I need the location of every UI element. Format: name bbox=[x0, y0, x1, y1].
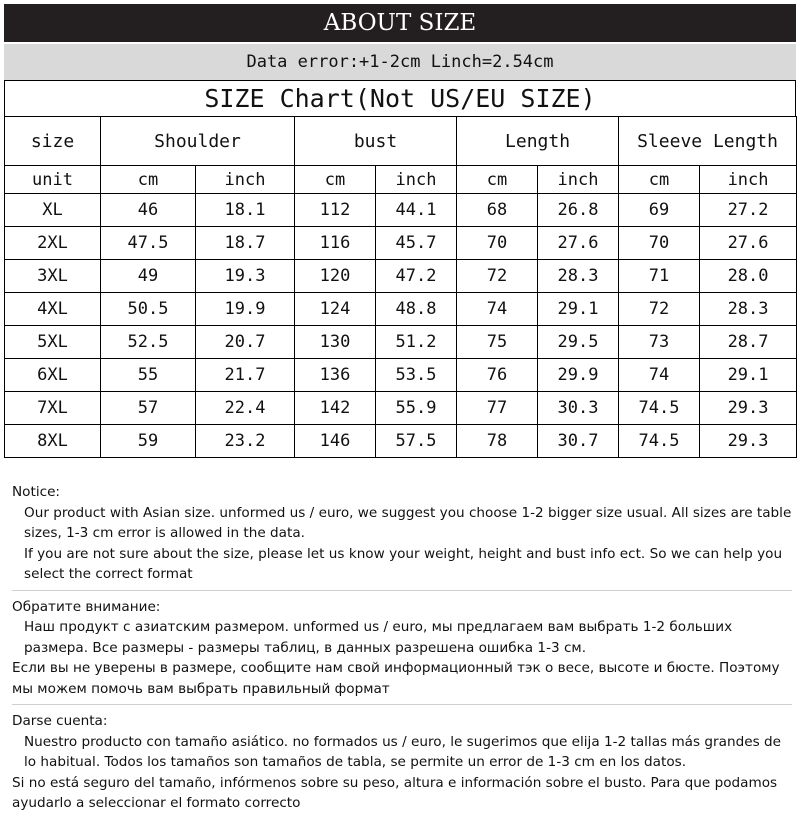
notice-text-es: Si no está seguro del tamaño, infórmenos sobre su peso, altura e información sobre el busto. Para que podamos ayudarlo a seleccionar el formato correcto bbox=[12, 774, 778, 811]
size-chart-title: SIZE Chart(Not US/EU SIZE) bbox=[4, 80, 796, 117]
value-cell: 30.3 bbox=[538, 392, 619, 425]
header-shoulder: Shoulder bbox=[101, 117, 295, 166]
value-cell: 55.9 bbox=[376, 392, 457, 425]
value-cell: 57.5 bbox=[376, 425, 457, 458]
value-cell: 18.7 bbox=[196, 227, 295, 260]
value-cell: 22.4 bbox=[196, 392, 295, 425]
value-cell: 146 bbox=[295, 425, 376, 458]
size-chart-table bbox=[4, 116, 797, 458]
table-body bbox=[5, 194, 797, 458]
unit-cm: cm bbox=[295, 166, 376, 194]
unit-inch: inch bbox=[538, 166, 619, 194]
unit-inch: inch bbox=[376, 166, 457, 194]
value-cell: 116 bbox=[295, 227, 376, 260]
value-cell: 29.3 bbox=[700, 392, 797, 425]
table-row bbox=[5, 260, 797, 293]
header-length: Length bbox=[457, 117, 619, 166]
table-row bbox=[5, 194, 797, 227]
value-cell: 52.5 bbox=[101, 326, 196, 359]
value-cell: 77 bbox=[457, 392, 538, 425]
notice-heading-en: Notice: bbox=[12, 484, 61, 500]
value-cell: 130 bbox=[295, 326, 376, 359]
table-row bbox=[5, 293, 797, 326]
value-cell: 47.2 bbox=[376, 260, 457, 293]
table-header-row bbox=[5, 117, 797, 166]
value-cell: 53.5 bbox=[376, 359, 457, 392]
size-cell: 7XL bbox=[5, 392, 101, 425]
notice-section bbox=[12, 482, 792, 814]
value-cell: 29.3 bbox=[700, 425, 797, 458]
value-cell: 74 bbox=[619, 359, 700, 392]
value-cell: 78 bbox=[457, 425, 538, 458]
value-cell: 30.7 bbox=[538, 425, 619, 458]
value-cell: 21.7 bbox=[196, 359, 295, 392]
value-cell: 29.9 bbox=[538, 359, 619, 392]
value-cell: 136 bbox=[295, 359, 376, 392]
size-cell: 5XL bbox=[5, 326, 101, 359]
value-cell: 49 bbox=[101, 260, 196, 293]
value-cell: 55 bbox=[101, 359, 196, 392]
value-cell: 59 bbox=[101, 425, 196, 458]
table-row bbox=[5, 326, 797, 359]
value-cell: 45.7 bbox=[376, 227, 457, 260]
value-cell: 23.2 bbox=[196, 425, 295, 458]
value-cell: 29.5 bbox=[538, 326, 619, 359]
value-cell: 112 bbox=[295, 194, 376, 227]
table-row bbox=[5, 359, 797, 392]
value-cell: 44.1 bbox=[376, 194, 457, 227]
unit-cm: cm bbox=[619, 166, 700, 194]
size-cell: 2XL bbox=[5, 227, 101, 260]
value-cell: 29.1 bbox=[700, 359, 797, 392]
value-cell: 27.2 bbox=[700, 194, 797, 227]
value-cell: 74 bbox=[457, 293, 538, 326]
value-cell: 57 bbox=[101, 392, 196, 425]
value-cell: 69 bbox=[619, 194, 700, 227]
header-sleeve-length: Sleeve Length bbox=[619, 117, 797, 166]
value-cell: 19.9 bbox=[196, 293, 295, 326]
notice-text-es: Nuestro producto con tamaño asiático. no formados us / euro, le sugerimos que elija 1-2 tallas más grandes de lo habitual. Todos los tamaños son tamaños de tabla, se permite un error de 1-3 cm en los datos. bbox=[24, 733, 781, 770]
value-cell: 71 bbox=[619, 260, 700, 293]
value-cell: 124 bbox=[295, 293, 376, 326]
divider bbox=[12, 704, 792, 705]
value-cell: 20.7 bbox=[196, 326, 295, 359]
unit-inch: inch bbox=[196, 166, 295, 194]
notice-text-ru: Наш продукт с азиатским размером. unformed us / euro, мы предлагаем вам выбрать 1-2 больших размера. Все размеры - размеры таблиц, в данных разрешена ошибка 1-3 см. bbox=[24, 619, 733, 656]
value-cell: 28.3 bbox=[700, 293, 797, 326]
value-cell: 76 bbox=[457, 359, 538, 392]
value-cell: 51.2 bbox=[376, 326, 457, 359]
notice-text-ru: Если вы не уверены в размере, сообщите нам свой информационный тэк о весе, высоте и бюсте. Поэтому мы можем помочь вам выбрать правильный формат bbox=[12, 660, 780, 697]
value-cell: 29.1 bbox=[538, 293, 619, 326]
value-cell: 68 bbox=[457, 194, 538, 227]
value-cell: 26.8 bbox=[538, 194, 619, 227]
value-cell: 74.5 bbox=[619, 425, 700, 458]
value-cell: 74.5 bbox=[619, 392, 700, 425]
notice-heading-es: Darse cuenta: bbox=[12, 713, 108, 729]
value-cell: 27.6 bbox=[700, 227, 797, 260]
size-cell: 4XL bbox=[5, 293, 101, 326]
data-error-note: Data error:+1-2cm Linch=2.54cm bbox=[4, 44, 796, 80]
divider bbox=[12, 590, 792, 591]
value-cell: 72 bbox=[457, 260, 538, 293]
notice-text-en: If you are not sure about the size, please let us know your weight, height and bust info ect. So we can help you select the correct format bbox=[24, 545, 783, 582]
size-cell: 8XL bbox=[5, 425, 101, 458]
notice-text-en: Our product with Asian size. unformed us / euro, we suggest you choose 1-2 bigger size usual. All sizes are table sizes, 1-3 cm error is allowed in the data. bbox=[24, 504, 792, 541]
unit-cm: cm bbox=[457, 166, 538, 194]
value-cell: 47.5 bbox=[101, 227, 196, 260]
value-cell: 72 bbox=[619, 293, 700, 326]
value-cell: 28.0 bbox=[700, 260, 797, 293]
table-row bbox=[5, 392, 797, 425]
value-cell: 19.3 bbox=[196, 260, 295, 293]
value-cell: 27.6 bbox=[538, 227, 619, 260]
value-cell: 75 bbox=[457, 326, 538, 359]
value-cell: 50.5 bbox=[101, 293, 196, 326]
value-cell: 120 bbox=[295, 260, 376, 293]
value-cell: 48.8 bbox=[376, 293, 457, 326]
value-cell: 70 bbox=[457, 227, 538, 260]
value-cell: 73 bbox=[619, 326, 700, 359]
about-size-banner: ABOUT SIZE bbox=[4, 4, 796, 42]
header-bust: bust bbox=[295, 117, 457, 166]
value-cell: 70 bbox=[619, 227, 700, 260]
value-cell: 28.7 bbox=[700, 326, 797, 359]
value-cell: 18.1 bbox=[196, 194, 295, 227]
table-row bbox=[5, 425, 797, 458]
header-size: size bbox=[5, 117, 101, 166]
unit-inch: inch bbox=[700, 166, 797, 194]
table-row bbox=[5, 227, 797, 260]
value-cell: 46 bbox=[101, 194, 196, 227]
value-cell: 142 bbox=[295, 392, 376, 425]
unit-cm: cm bbox=[101, 166, 196, 194]
header-unit: unit bbox=[5, 166, 101, 194]
value-cell: 28.3 bbox=[538, 260, 619, 293]
table-unit-row bbox=[5, 166, 797, 194]
size-cell: 3XL bbox=[5, 260, 101, 293]
notice-heading-ru: Обратите внимание: bbox=[12, 598, 161, 615]
size-cell: 6XL bbox=[5, 359, 101, 392]
size-cell: XL bbox=[5, 194, 101, 227]
